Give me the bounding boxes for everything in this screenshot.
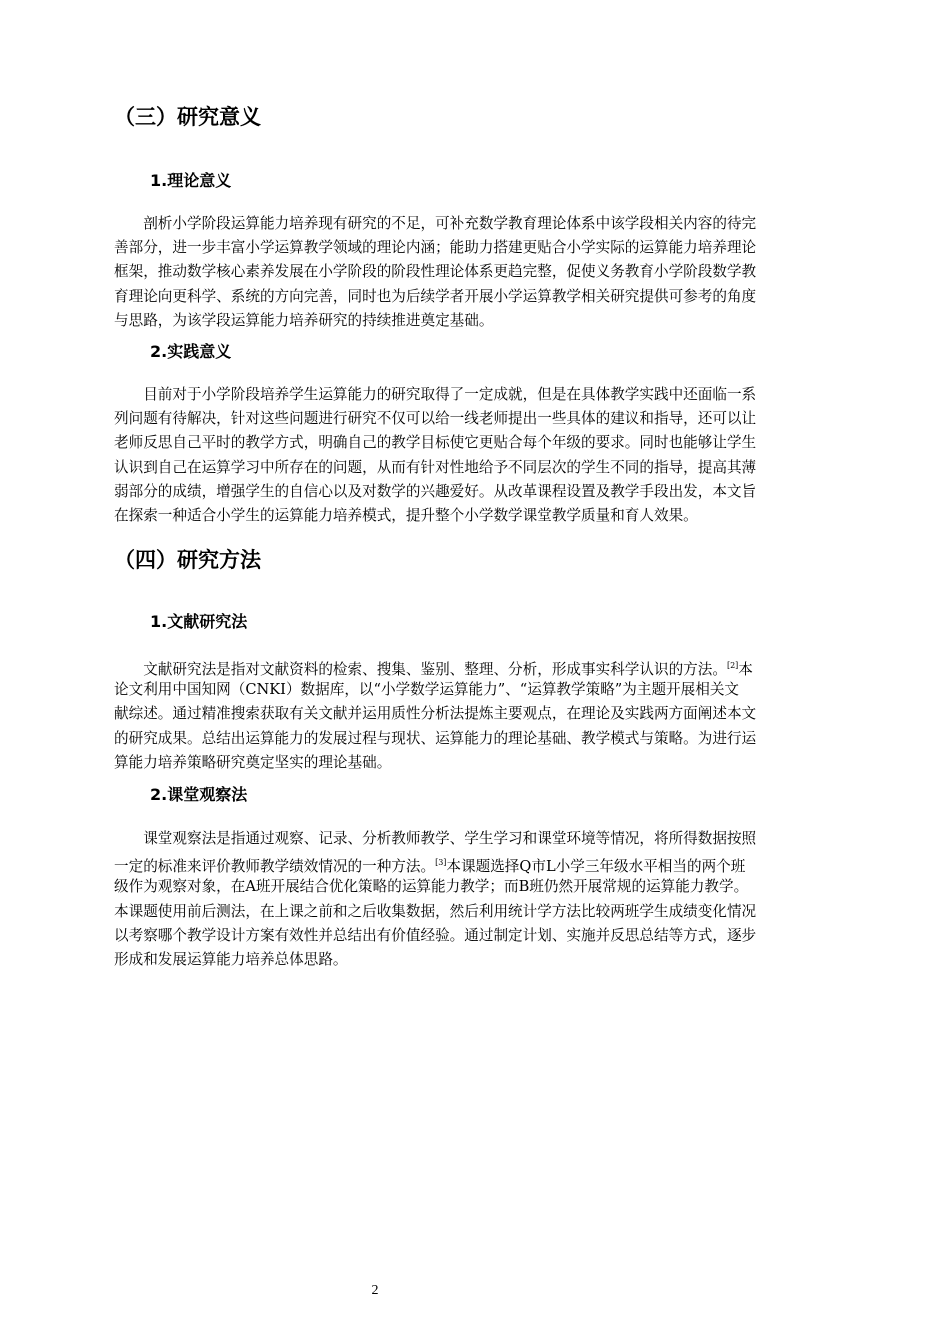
text-line: 育理论向更科学、系统的方向完善，同时也为后续学者开展小学运算教学相关研究提供可参考的角度 [114, 287, 757, 305]
text-line [114, 654, 834, 678]
text-line: 课堂观察法是指通过观察、记录、分析教师教学、学生学习和课堂环境等情况，将所得数据按照 [114, 830, 757, 847]
subsection-practice-heading: 2.实践意义 [150, 342, 232, 361]
citation-ref[interactable]: [2] [726, 661, 739, 670]
practice-paragraph [114, 383, 834, 528]
text-line [114, 851, 834, 875]
text-line: 剖析小学阶段运算能力培养现有研究的不足，可补充数学教育理论体系中该学段相关内容的待完 [114, 215, 757, 232]
text-run: 一定的标准来评价教师教学绩效情况的一种方法。 [114, 858, 436, 876]
text-line: 本课题使用前后测法，在上课之前和之后收集数据，然后利用统计学方法比较两班学生成绩变化情况 [114, 902, 757, 920]
text-line: 算能力培养策略研究奠定坚实的理论基础。 [114, 753, 392, 771]
subsection-observation-heading: 2.课堂观察法 [150, 785, 248, 804]
text-line: 的研究成果。总结出运算能力的发展过程与现状、运算能力的理论基础、教学模式与策略。为进行运 [114, 729, 757, 747]
page-number: 2 [371, 1283, 379, 1298]
text-line: 善部分，进一步丰富小学运算教学领域的理论内涵；能助力搭建更贴合小学实际的运算能力培养理论 [114, 239, 757, 257]
observation-paragraph [114, 827, 834, 972]
text-line: 认识到自己在运算学习中所存在的问题，从而有针对性地给予不同层次的学生不同的指导，提高其薄 [114, 458, 757, 476]
text-run: 文献研究法是指对文献资料的检索、搜集、鉴别、整理、分析，形成事实科学认识的方法。 [114, 661, 727, 678]
section-3-heading: （三）研究意义 [114, 105, 261, 129]
theory-paragraph [114, 212, 834, 333]
text-line: 形成和发展运算能力培养总体思路。 [114, 950, 348, 968]
text-line: 在探索一种适合小学生的运算能力培养模式，提升整个小学数学课堂教学质量和育人效果。 [114, 506, 698, 524]
text-line: 列问题有待解决，针对这些问题进行研究不仅可以给一线老师提出一些具体的建议和指导，还可以让 [114, 410, 757, 428]
text-line: 目前对于小学阶段培养学生运算能力的研究取得了一定成就，但是在具体教学实践中还面临一系 [114, 386, 757, 403]
text-line: 以考察哪个教学设计方案有效性并总结出有价值经验。通过制定计划、实施并反思总结等方式，逐步 [114, 926, 757, 944]
text-line: 弱部分的成绩，增强学生的自信心以及对数学的兴趣爱好。从改革课程设置及教学手段出发，本文旨 [114, 482, 757, 500]
text-line: 献综述。通过精准搜索获取有关文献并运用质性分析法提炼主要观点，在理论及实践两方面阐述本文 [114, 705, 757, 723]
text-line: 级作为观察对象，在A班开展结合优化策略的运算能力教学；而B班仍然开展常规的运算能力教学。 [114, 878, 749, 896]
text-line: 框架，推动数学核心素养发展在小学阶段的阶段性理论体系更趋完整，促使义务教育小学阶段数学教 [114, 263, 757, 281]
text-run: 本课题选择Q市L小学三年级水平相当的两个班 [446, 858, 746, 876]
text-run: 本 [738, 661, 753, 678]
section-4-heading: （四）研究方法 [114, 548, 261, 572]
subsection-theory-heading: 1.理论意义 [150, 171, 232, 190]
text-line: 老师反思自己平时的教学方式，明确自己的教学目标使它更贴合每个年级的要求。同时也能够让学生 [114, 434, 757, 452]
text-line: 与思路，为该学段运算能力培养研究的持续推进奠定基础。 [114, 311, 494, 329]
citation-ref[interactable]: [3] [435, 858, 447, 868]
text-line: 论文利用中国知网（CNKI）数据库，以“小学数学运算能力”、“运算教学策略”为主题开展相关文 [114, 681, 740, 699]
literature-paragraph [114, 654, 834, 775]
subsection-literature-heading: 1.文献研究法 [150, 612, 248, 631]
